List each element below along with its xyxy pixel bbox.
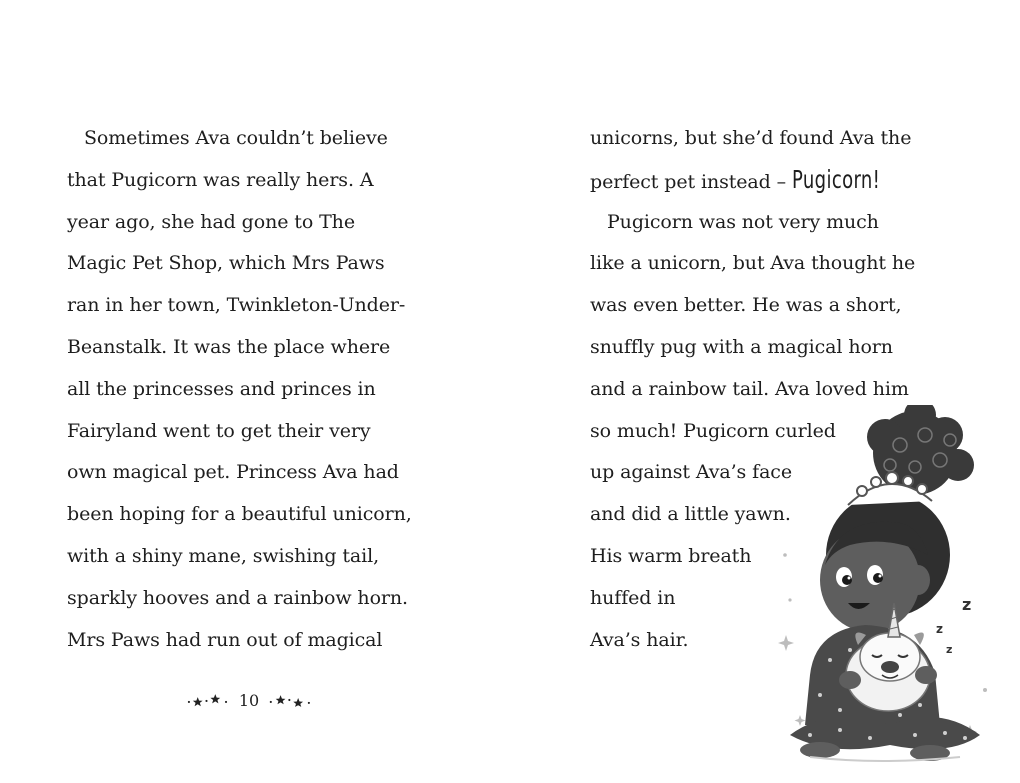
- text-line: was even better. He was a short,: [590, 294, 902, 317]
- text-line: ran in her town, Twinkleton-Under-: [67, 294, 406, 317]
- text-line: huffed in: [590, 586, 676, 609]
- text-line: snuffly pug with a magical horn: [590, 335, 893, 358]
- text-line: Fairyland went to get their very: [67, 419, 371, 442]
- text-fragment: perfect pet instead –: [590, 170, 792, 193]
- sleep-z-mark: z: [936, 622, 943, 636]
- text-line: all the princesses and princes in: [67, 377, 376, 400]
- text-line: sparkly hooves and a rainbow horn.: [67, 586, 408, 609]
- text-line: Mrs Paws had run out of magical: [67, 628, 383, 651]
- page-number-text: 10: [238, 690, 260, 710]
- text-line: Pugicorn was not very much: [607, 210, 879, 233]
- girl-hugging-pugicorn-illustration: [770, 405, 1010, 779]
- left-page-text: [67, 122, 412, 665]
- text-line: year ago, she had gone to The: [67, 210, 355, 233]
- sleep-z-mark: z: [962, 595, 972, 614]
- text-line: Beanstalk. It was the place where: [67, 335, 391, 358]
- text-line: Sometimes Ava couldn’t believe: [84, 127, 388, 149]
- text-line: like a unicorn, but Ava thought he: [590, 252, 916, 275]
- text-line: Ava’s hair.: [590, 628, 689, 651]
- text-line: up against Ava’s face: [590, 461, 792, 484]
- text-line: own magical pet. Princess Ava had: [67, 461, 399, 484]
- text-line: His warm breath: [590, 544, 752, 567]
- text-line: and did a little yawn.: [590, 503, 791, 526]
- star-dots-right-icon: [263, 693, 312, 707]
- sleep-z-mark: z: [946, 643, 953, 656]
- text-line: so much! Pugicorn curled: [590, 419, 836, 442]
- text-line: [590, 164, 915, 206]
- text-line: that Pugicorn was really hers. A: [67, 168, 374, 191]
- text-line: Magic Pet Shop, which Mrs Paws: [67, 252, 385, 275]
- star-dots-left-icon: [186, 693, 235, 707]
- text-line: and a rainbow tail. Ava loved him: [590, 377, 909, 400]
- pugicorn-display-name: Pugicorn!: [791, 164, 881, 194]
- page-number: [186, 688, 312, 712]
- text-line: unicorns, but she’d found Ava the: [590, 127, 912, 149]
- text-line: with a shiny mane, swishing tail,: [67, 544, 380, 567]
- text-line: been hoping for a beautiful unicorn,: [67, 503, 412, 526]
